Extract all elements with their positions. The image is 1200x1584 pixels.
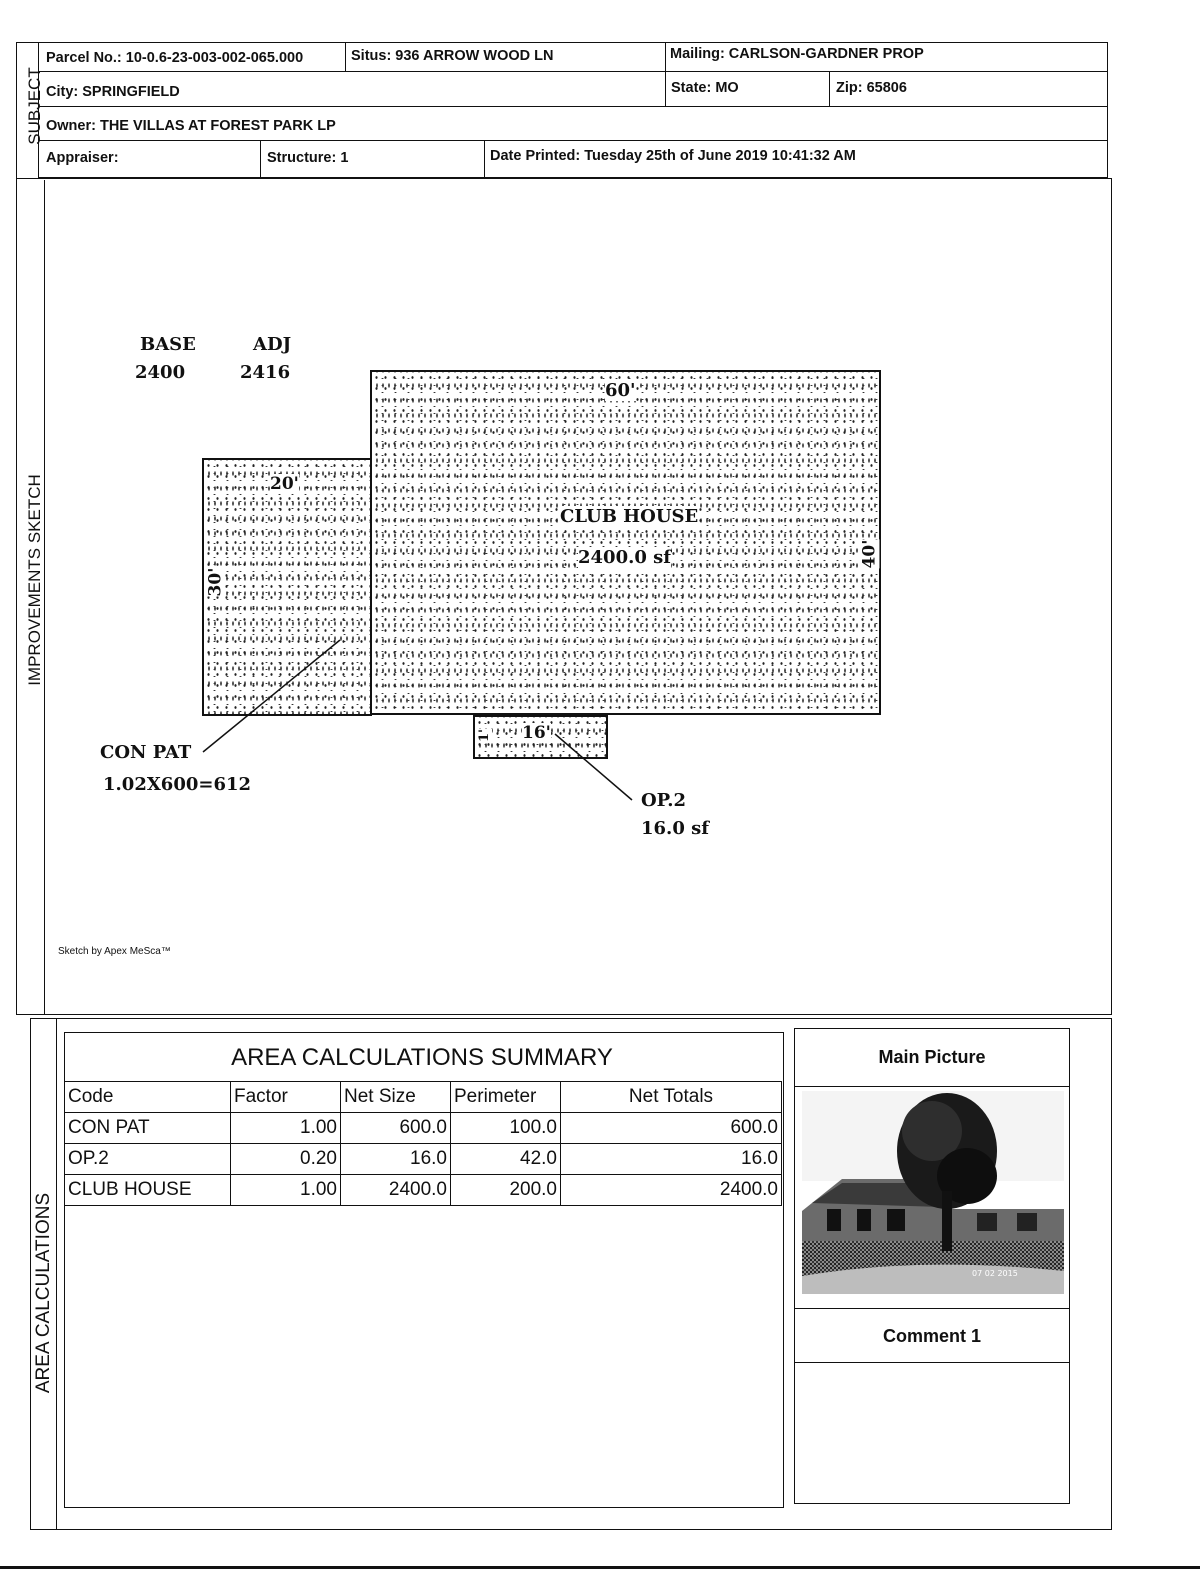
row-net-size: 600.0 [341,1113,451,1144]
sketch-credit: Sketch by Apex MeSca™ [58,946,171,957]
adj-label: ADJ [253,334,292,355]
table-row [65,1113,782,1144]
op2-area: 16.0 sf [641,818,709,839]
dimension-16: 16' [522,723,551,743]
row-net-total: 600.0 [561,1113,782,1144]
subject-section-label: SUBJECT [25,67,44,145]
clubhouse-area: 2400.0 sf [578,547,672,568]
row-factor: 1.00 [231,1113,341,1144]
date-printed: Date Printed: Tuesday 25th of June 2019 10:41:32 AM [490,148,856,164]
structure-number: Structure: 1 [267,150,349,166]
comment-label: Comment 1 [882,1326,981,1346]
table-row [65,1144,782,1175]
table-header-row [65,1082,782,1113]
row-perimeter: 42.0 [451,1144,561,1175]
dimension-60: 60' [605,380,636,401]
area-calculations-table [64,1081,782,1206]
header-code: Code [65,1082,231,1113]
property-photo [802,1091,1064,1294]
city: City: SPRINGFIELD [46,84,180,100]
area-summary-title: AREA CALCULATIONS SUMMARY [231,1044,613,1071]
dimension-1: 1' [477,728,493,743]
row-code: CLUB HOUSE [65,1175,231,1206]
photo-date-stamp: 07 02 2015 [972,1269,1018,1278]
row-net-total: 16.0 [561,1144,782,1175]
clubhouse-name: CLUB HOUSE [560,506,699,527]
main-picture-label: Main Picture [878,1047,986,1067]
header-perimeter: Perimeter [451,1082,561,1113]
row-net-total: 2400.0 [561,1175,782,1206]
state: State: MO [671,80,739,96]
sketch-section-label: IMPROVEMENTS SKETCH [25,474,44,686]
zip-code: Zip: 65806 [836,80,907,96]
op2-label: OP.2 [641,790,687,811]
row-code: CON PAT [65,1113,231,1144]
dimension-40: 40' [859,539,880,569]
row-perimeter: 200.0 [451,1175,561,1206]
row-perimeter: 100.0 [451,1113,561,1144]
con-pat-calc: 1.02X600=612 [103,774,252,795]
header-net-size: Net Size [341,1082,451,1113]
mailing-name: Mailing: CARLSON-GARDNER PROP [670,46,924,62]
base-label: BASE [140,334,196,355]
area-section-label: AREA CALCULATIONS [33,1192,54,1394]
row-factor: 1.00 [231,1175,341,1206]
adj-value: 2416 [240,362,291,383]
row-factor: 0.20 [231,1144,341,1175]
con-pat-label: CON PAT [100,742,192,763]
header-net-totals: Net Totals [561,1082,782,1113]
row-net-size: 16.0 [341,1144,451,1175]
row-code: OP.2 [65,1144,231,1175]
table-row [65,1175,782,1206]
base-value: 2400 [135,362,186,383]
situs-address: Situs: 936 ARROW WOOD LN [351,48,554,64]
parcel-number: Parcel No.: 10-0.6-23-003-002-065.000 [46,50,304,66]
header-factor: Factor [231,1082,341,1113]
dimension-20: 20' [270,474,299,494]
row-net-size: 2400.0 [341,1175,451,1206]
appraiser: Appraiser: [46,150,119,166]
owner-name: Owner: THE VILLAS AT FOREST PARK LP [46,118,336,134]
dimension-30: 30' [205,567,226,597]
